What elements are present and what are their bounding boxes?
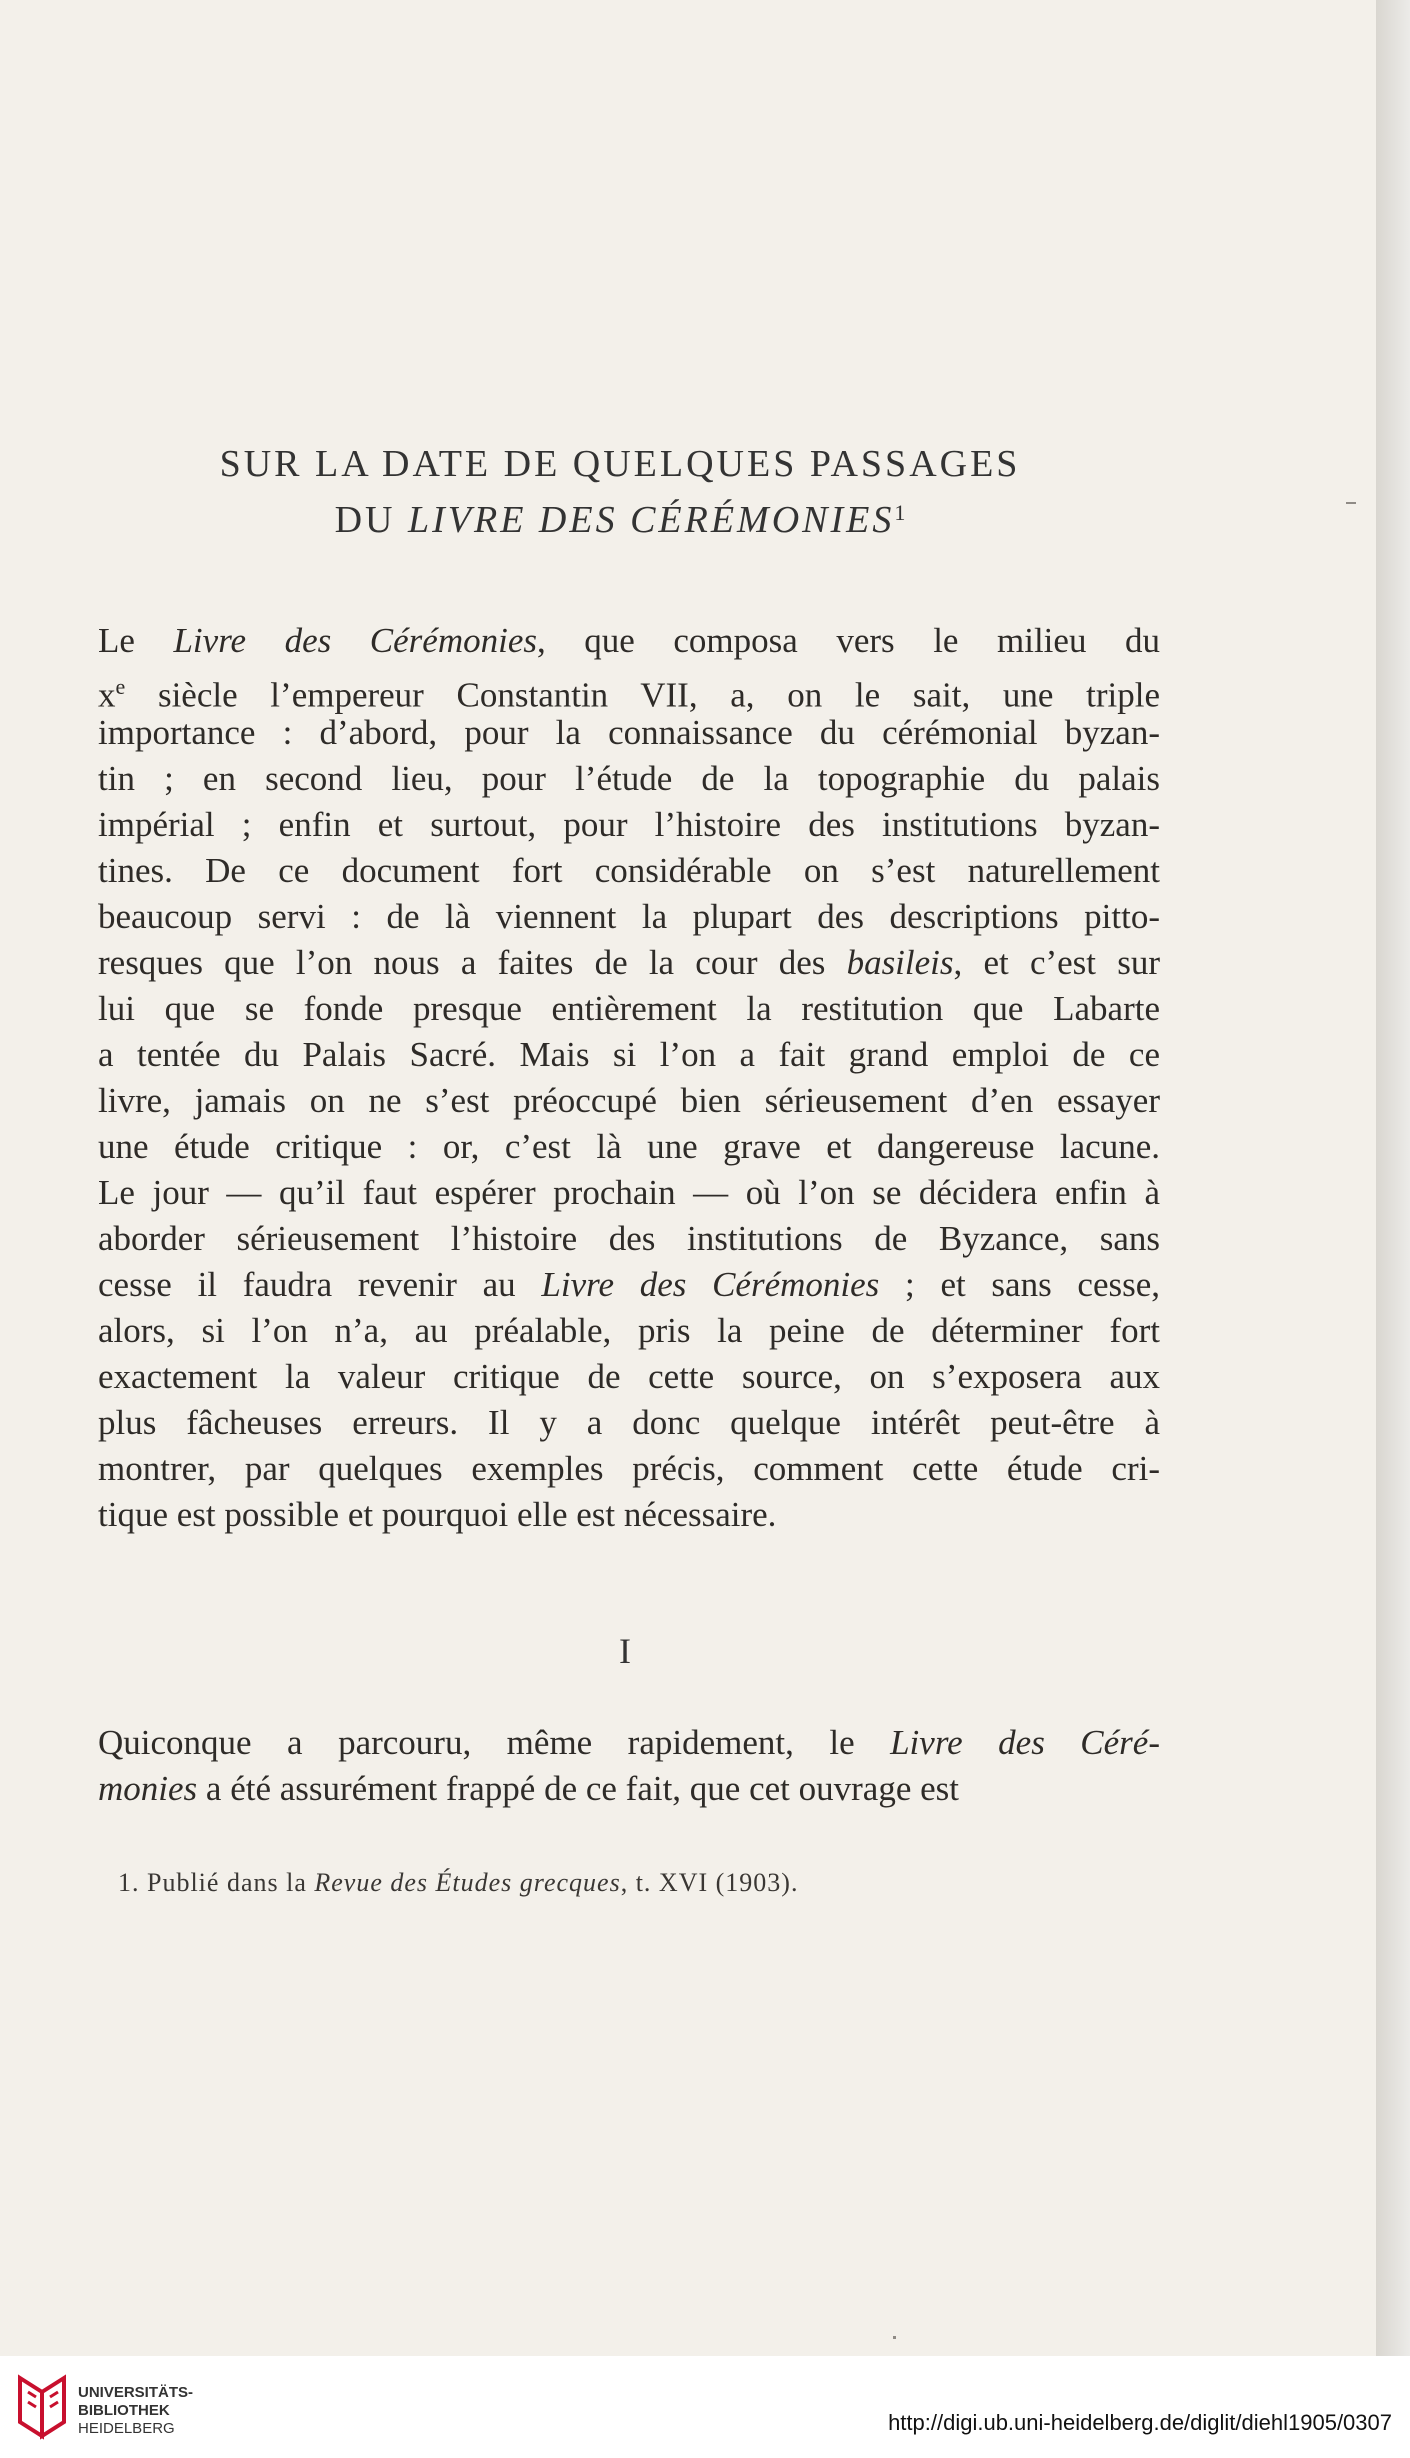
page-edge-shadow <box>1376 0 1410 2356</box>
logo-line-3: HEIDELBERG <box>78 2420 175 2437</box>
text-segment: beaucoup servi : de là viennent la plupart des descriptions pitto- <box>98 897 1160 936</box>
text-segment: Livre des Céré- <box>890 1723 1160 1762</box>
text-line <box>98 1720 1160 1766</box>
text-line <box>98 710 1160 756</box>
text-segment: resques que l’on nous a faites de la cour des <box>98 943 847 982</box>
permalink-url[interactable]: http://digi.ub.uni-heidelberg.de/diglit/diehl1905/0307 <box>888 2410 1392 2435</box>
footnote <box>118 1868 798 1898</box>
article-title-line1: SUR LA DATE DE QUELQUES PASSAGES <box>219 443 1021 485</box>
text-segment: Le <box>98 621 174 660</box>
text-segment: livre, jamais on ne s’est préoccupé bien sérieusement d’en essayer <box>98 1081 1160 1120</box>
text-segment: tique est possible et pourquoi elle est nécessaire. <box>98 1495 777 1534</box>
text-line <box>98 848 1160 894</box>
text-segment: tin ; en second lieu, pour l’étude de la topographie du palais <box>98 759 1160 798</box>
library-logo-text <box>78 2384 193 2438</box>
text-line <box>98 1032 1160 1078</box>
library-logo-icon[interactable] <box>14 2372 70 2442</box>
text-segment: x <box>98 675 116 715</box>
text-segment: Quiconque a parcouru, même rapidement, le <box>98 1723 891 1762</box>
text-segment: impérial ; enfin et surtout, pour l’histoire des institutions byzan- <box>98 805 1160 844</box>
text-segment: , que composa vers le milieu du <box>537 621 1160 660</box>
section-number: I <box>619 1631 631 1671</box>
library-footer <box>0 2356 1410 2458</box>
footnote-number: 1. <box>118 1868 140 1897</box>
text-segment: aborder sérieusement l’histoire des institutions de Byzance, sans <box>98 1219 1160 1258</box>
text-line <box>98 1308 1160 1354</box>
text-segment: a été assurément frappé de ce fait, que cet ouvrage est <box>197 1769 959 1808</box>
text-line <box>98 1492 1160 1538</box>
text-segment: exactement la valeur critique de cette source, on s’exposera aux <box>98 1357 1160 1396</box>
text-segment: a tentée du Palais Sacré. Mais si l’on a fait grand emploi de ce <box>98 1035 1160 1074</box>
scan-speck <box>1346 502 1356 504</box>
text-segment: basileis <box>846 943 954 982</box>
title-italic-book: LIVRE DES CÉRÉMONIES <box>408 499 895 541</box>
logo-line-2: BIBLIOTHEK <box>78 2402 170 2419</box>
text-line <box>98 1124 1160 1170</box>
text-segment: e <box>115 674 126 699</box>
text-segment: importance : d’abord, pour la connaissance du cérémonial byzan- <box>98 713 1160 752</box>
text-line <box>98 894 1160 940</box>
text-segment: ; et sans cesse, <box>879 1265 1161 1304</box>
text-segment: une étude critique : or, c’est là une grave et dangereuse lacune. <box>98 1127 1160 1166</box>
text-segment: alors, si l’on n’a, au préalable, pris la peine de déterminer fort <box>98 1311 1160 1350</box>
footnote-text-before: Publié dans la <box>147 1868 315 1897</box>
text-line <box>98 1766 1160 1812</box>
footnote-text-after: , t. XVI (1903). <box>620 1868 799 1897</box>
text-segment: Le jour — qu’il faut espérer prochain — où l’on se décidera enfin à <box>98 1173 1160 1212</box>
title-footnote-ref: 1 <box>894 500 906 525</box>
paragraph-1 <box>98 618 1160 1538</box>
text-line <box>98 940 1160 986</box>
text-segment: tines. De ce document fort considérable on s’est naturellement <box>98 851 1160 890</box>
footnote-journal-title: Revue des Études grecques <box>314 1868 621 1897</box>
text-line <box>98 1400 1160 1446</box>
text-segment: lui que se fonde presque entièrement la restitution que Labarte <box>98 989 1160 1028</box>
text-line <box>98 1170 1160 1216</box>
text-line <box>98 1354 1160 1400</box>
text-segment: Livre des Cérémonies <box>541 1265 880 1304</box>
article-title-line2 <box>0 498 1240 542</box>
text-line <box>98 1262 1160 1308</box>
title-prefix: DU <box>334 499 396 541</box>
text-line <box>98 802 1160 848</box>
text-line <box>98 618 1160 664</box>
paragraph-2 <box>98 1720 1160 1812</box>
text-line <box>98 986 1160 1032</box>
text-line <box>98 664 1160 715</box>
text-segment: siècle l’empereur Constantin VII, a, on le sait, une triple <box>125 675 1160 715</box>
text-segment: , et c’est sur <box>953 943 1160 982</box>
text-segment: plus fâcheuses erreurs. Il y a donc quelque intérêt peut-être à <box>98 1403 1160 1442</box>
text-line <box>98 756 1160 802</box>
logo-line-1: UNIVERSITÄTS- <box>78 2384 194 2401</box>
text-line <box>98 1446 1160 1492</box>
text-line <box>98 1216 1160 1262</box>
scan-speck <box>893 2336 896 2339</box>
text-line <box>98 1078 1160 1124</box>
text-segment: cesse il faudra revenir au <box>98 1265 542 1304</box>
text-segment: montrer, par quelques exemples précis, comment cette étude cri- <box>98 1449 1160 1488</box>
text-segment: monies <box>98 1769 198 1808</box>
text-segment: Livre des Cérémonies <box>173 621 537 660</box>
